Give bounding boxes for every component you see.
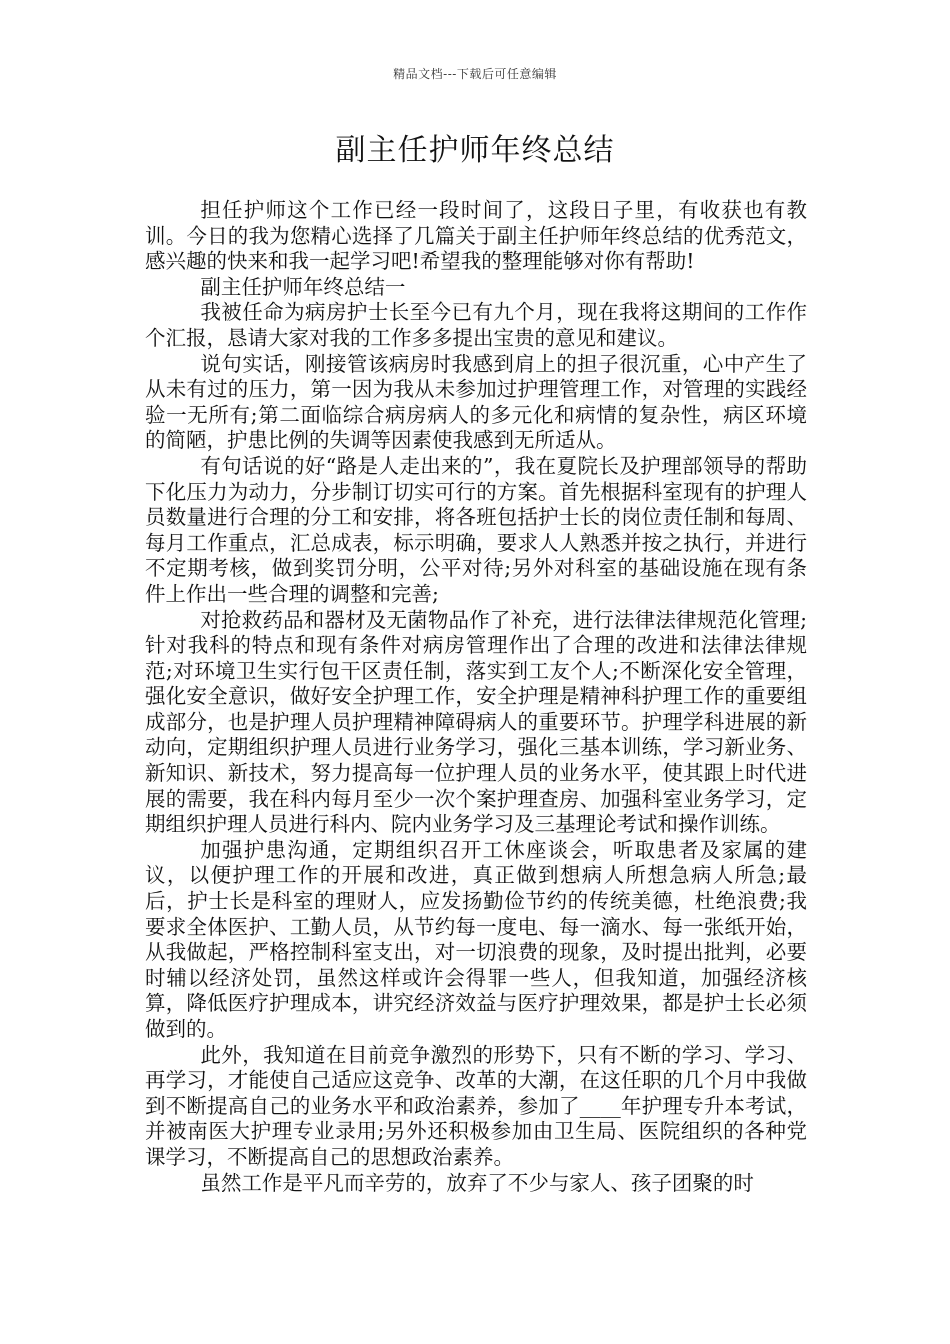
document-title: 副主任护师年终总结 bbox=[335, 133, 615, 168]
header-note: 精品文档---下载后可任意编辑 bbox=[393, 67, 557, 81]
section-heading: 副主任护师年终总结一 bbox=[200, 274, 406, 299]
paragraph: 对抢救药品和器材及无菌物品作了补充，进行法律法律规范化管理;针对我科的特点和现有条件对病房管理作出了合理的改进和法律法律规范;对环境卫生实行包干区责任制，落实到工友个人;不断深化安全管理，强化安全意识，做好安全护理工作，安全护理是精神科护理工作的重要组成部分，也是护理人员护理精神障碍病人的重要环节。护理学科进展的新动向，定期组织护理人员进行业务学习，强化三基本训练，学习新业务、新知识、新技术，努力提高每一位护理人员的业务水平，使其跟上时代进展的需要，我在科内每月至少一次个案护理查房、加强科室业务学习，定期组织护理人员进行科内、院内业务学习及三基理论考试和操作训练。 bbox=[145, 607, 807, 837]
paragraph-intro: 担任护师这个工作已经一段时间了，这段日子里，有收获也有教训。今日的我为您精心选择了几篇关于副主任护师年终总结的优秀范文，感兴趣的快来和我一起学习吧!希望我的整理能够对你有帮助! bbox=[145, 198, 807, 274]
paragraph: 虽然工作是平凡而辛劳的，放弃了不少与家人、孩子团聚的时 bbox=[200, 1170, 754, 1195]
paragraph: 加强护患沟通，定期组织召开工休座谈会，听取患者及家属的建议，以便护理工作的开展和改进，真正做到想病人所想急病人所急;最后，护士长是科室的理财人，应发扬勤俭节约的传统美德，杜绝浪费;我要求全体医护、工勤人员，从节约每一度电、每一滴水、每一张纸开始，从我做起，严格控制科室支出，对一切浪费的现象，及时提出批判，必要时辅以经济处罚，虽然这样或许会得罪一些人，但我知道，加强经济核算，降低医疗护理成本，讲究经济效益与医疗护理效果，都是护士长必须做到的。 bbox=[145, 837, 807, 1041]
paragraph: 有句话说的好“路是人走出来的”，我在夏院长及护理部领导的帮助下化压力为动力，分步制订切实可行的方案。首先根据科室现有的护理人员数量进行合理的分工和安排，将各班包括护士长的岗位责任制和每周、每月工作重点，汇总成表，标示明确，要求人人熟悉并按之执行，并进行不定期考核，做到奖罚分明，公平对待;另外对科室的基础设施在现有条件上作出一些合理的调整和完善; bbox=[145, 453, 807, 606]
document-body bbox=[145, 198, 807, 1196]
paragraph: 我被任命为病房护士长至今已有九个月，现在我将这期间的工作作个汇报，恳请大家对我的工作多多提出宝贵的意见和建议。 bbox=[145, 300, 807, 350]
paragraph: 说句实话，刚接管该病房时我感到肩上的担子很沉重，心中产生了从未有过的压力，第一因为我从未参加过护理管理工作，对管理的实践经验一无所有;第二面临综合病房病人的多元化和病情的复杂性，病区环境的简陋，护患比例的失调等因素使我感到无所适从。 bbox=[145, 351, 807, 453]
paragraph: 此外，我知道在目前竞争激烈的形势下，只有不断的学习、学习、再学习，才能使自己适应这竞争、改革的大潮，在这任职的几个月中我做到不断提高自己的业务水平和政治素养，参加了____年护理专升本考试，并被南医大护理专业录用;另外还积极参加由卫生局、医院组织的各种党课学习，不断提高自己的思想政治素养。 bbox=[145, 1042, 807, 1169]
